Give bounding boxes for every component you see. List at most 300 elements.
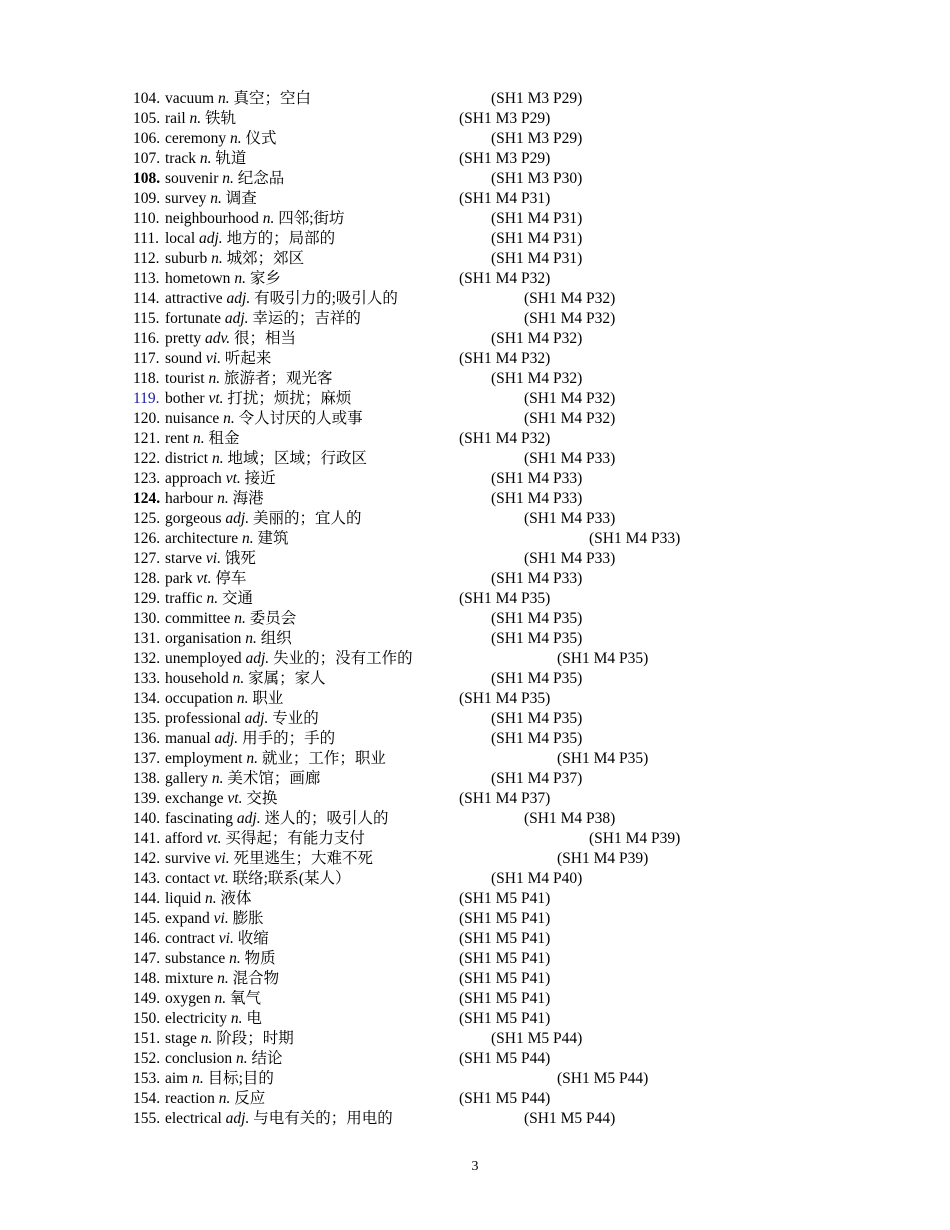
entry-word: rail [165,110,186,127]
entry-meaning: 家属；家人 [248,670,326,687]
entry-meaning: 失业的；没有工作的 [273,650,413,667]
vocab-entry [0,589,950,609]
entry-text [165,1109,393,1129]
textbook-reference: (SH1 M5 P41) [459,910,551,927]
entry-word: ceremony [165,130,227,147]
textbook-reference: (SH1 M5 P44) [459,1050,551,1067]
textbook-reference: (SH1 M4 P32) [491,330,583,347]
textbook-reference: (SH1 M5 P44) [524,1110,616,1127]
entry-meaning: 交通 [221,590,253,607]
textbook-reference: (SH1 M4 P35) [491,610,583,627]
entry-text [165,1009,262,1029]
textbook-reference: (SH1 M5 P41) [459,950,551,967]
part-of-speech: vi. [218,930,234,947]
entry-meaning: 专业的 [272,710,319,727]
vocab-entry [0,249,950,269]
entry-word: vacuum [165,90,215,107]
entry-word: approach [165,470,222,487]
entry-word: oxygen [165,990,211,1007]
entry-word: employment [165,750,243,767]
entry-meaning: 收缩 [237,930,269,947]
entry-number: 132. [133,650,161,667]
entry-word: expand [165,910,210,927]
part-of-speech: adj. [244,710,269,727]
entry-word: traffic [165,590,203,607]
entry-meaning: 阶段；时期 [216,1030,294,1047]
entry-number: 138. [133,770,161,787]
entry-number: 108. [133,170,161,187]
vocab-entry [0,969,950,989]
textbook-reference: (SH1 M4 P31) [491,230,583,247]
entry-word: tourist [165,370,205,387]
entry-number: 123. [133,470,161,487]
entry-number: 116. [133,330,160,347]
entry-word: neighbourhood [165,210,259,227]
entry-text [165,969,279,989]
part-of-speech: n. [206,590,219,607]
part-of-speech: n. [222,170,234,187]
entry-meaning: 物质 [244,950,276,967]
vocab-entry [0,949,950,969]
entry-number: 118. [133,370,160,387]
vocab-entry [0,1029,950,1049]
textbook-reference: (SH1 M3 P29) [459,150,551,167]
part-of-speech: vt. [225,470,241,487]
vocab-entry [0,509,950,529]
entry-meaning: 调查 [225,190,257,207]
entry-number: 106. [133,130,161,147]
entry-meaning: 职业 [252,690,284,707]
vocab-entry [0,689,950,709]
textbook-reference: (SH1 M3 P29) [491,90,583,107]
textbook-reference: (SH1 M4 P35) [491,630,583,647]
entry-word: contract [165,930,215,947]
textbook-reference: (SH1 M4 P32) [459,350,551,367]
entry-meaning: 目标;目的 [207,1070,274,1087]
entry-word: rent [165,430,190,447]
entry-meaning: 听起来 [224,350,272,367]
entry-text [165,169,284,189]
entry-word: harbour [165,490,214,507]
entry-number: 142. [133,850,161,867]
entry-number: 111. [133,230,159,247]
textbook-reference: (SH1 M4 P33) [491,470,583,487]
vocab-entry [0,469,950,489]
entry-meaning: 饿死 [224,550,256,567]
textbook-reference: (SH1 M4 P33) [491,570,583,587]
entry-word: fascinating [165,810,234,827]
textbook-reference: (SH1 M5 P41) [459,990,551,1007]
entry-text [165,649,413,669]
entry-meaning: 膨胀 [232,910,264,927]
entry-number: 105. [133,110,161,127]
entry-text [165,889,252,909]
textbook-reference: (SH1 M5 P41) [459,970,551,987]
entry-text [165,449,367,469]
entry-text [165,269,281,289]
entry-word: substance [165,950,226,967]
entry-text [165,89,311,109]
entry-word: district [165,450,209,467]
entry-number: 104. [133,90,161,107]
vocab-entry [0,729,950,749]
vocab-entry [0,129,950,149]
entry-word: local [165,230,196,247]
entry-number: 120. [133,410,161,427]
entry-text [165,1089,265,1109]
entry-word: reaction [165,1090,215,1107]
entry-meaning: 仪式 [245,130,277,147]
textbook-reference: (SH1 M4 P31) [491,250,583,267]
vocab-entry [0,909,950,929]
entry-word: committee [165,610,231,627]
entry-text [165,329,296,349]
entry-meaning: 死里逃生；大难不死 [233,850,373,867]
entry-text [165,209,345,229]
entry-number: 150. [133,1010,161,1027]
vocab-entry [0,569,950,589]
vocab-entry [0,529,950,549]
entry-word: park [165,570,193,587]
part-of-speech: adj. [214,730,239,747]
part-of-speech: vt. [208,390,224,407]
entry-text [165,149,246,169]
entry-number: 119. [133,390,160,407]
entry-text [165,869,351,889]
entry-text [165,109,236,129]
part-of-speech: n. [211,250,223,267]
entry-number: 149. [133,990,161,1007]
entry-word: pretty [165,330,202,347]
part-of-speech: vt. [213,870,229,887]
part-of-speech: n. [208,370,221,387]
entry-text [165,949,276,969]
entry-word: electrical [165,1110,222,1127]
part-of-speech: n. [262,210,275,227]
entry-meaning: 旅游者；观光客 [224,370,333,387]
entry-text [165,809,388,829]
entry-meaning: 四邻;街坊 [278,210,345,227]
textbook-reference: (SH1 M5 P44) [557,1070,649,1087]
part-of-speech: adj. [224,310,249,327]
entry-number: 136. [133,730,161,747]
entry-word: manual [165,730,211,747]
part-of-speech: n. [242,530,254,547]
part-of-speech: n. [229,130,242,147]
entry-word: gallery [165,770,209,787]
entry-number: 146. [133,930,161,947]
entry-word: contact [165,870,210,887]
entry-number: 121. [133,430,161,447]
entry-text [165,529,289,549]
part-of-speech: adj. [226,290,251,307]
entry-meaning: 接近 [244,470,276,487]
vocab-entry [0,209,950,229]
textbook-reference: (SH1 M4 P32) [459,270,551,287]
textbook-reference: (SH1 M4 P33) [524,510,616,527]
textbook-reference: (SH1 M4 P31) [459,190,551,207]
part-of-speech: n. [214,990,227,1007]
entry-number: 117. [133,350,160,367]
textbook-reference: (SH1 M3 P30) [491,170,583,187]
entry-text [165,769,320,789]
entry-meaning: 氧气 [230,990,262,1007]
entry-number: 109. [133,190,161,207]
part-of-speech: adj. [225,1110,250,1127]
textbook-reference: (SH1 M4 P32) [459,430,551,447]
part-of-speech: n. [210,190,222,207]
textbook-reference: (SH1 M4 P37) [491,770,583,787]
entry-number: 143. [133,870,161,887]
vocab-entry [0,489,950,509]
entry-number: 141. [133,830,161,847]
vocab-entry [0,89,950,109]
vocab-entry [0,789,950,809]
entry-text [165,1029,294,1049]
entry-text [165,929,269,949]
entry-number: 113. [133,270,160,287]
part-of-speech: adj. [236,810,261,827]
entry-word: survive [165,850,211,867]
entry-word: organisation [165,630,242,647]
entry-meaning: 纪念品 [237,170,285,187]
textbook-reference: (SH1 M4 P32) [524,290,616,307]
entry-text [165,429,240,449]
entry-text [165,849,373,869]
entry-word: stage [165,1030,197,1047]
entry-text [165,569,246,589]
vocab-entry [0,629,950,649]
entry-meaning: 电 [246,1010,262,1027]
part-of-speech: n. [192,1070,204,1087]
entry-text [165,609,296,629]
entry-number: 107. [133,150,161,167]
entry-number: 131. [133,630,161,647]
textbook-reference: (SH1 M4 P35) [491,670,583,687]
part-of-speech: n. [200,1030,213,1047]
textbook-reference: (SH1 M4 P40) [491,870,583,887]
vocab-entry [0,669,950,689]
textbook-reference: (SH1 M4 P32) [524,390,616,407]
vocab-entry [0,649,950,669]
part-of-speech: adv. [205,330,231,347]
entry-word: household [165,670,229,687]
vocab-entry [0,749,950,769]
entry-word: hometown [165,270,231,287]
part-of-speech: vi. [213,910,229,927]
textbook-reference: (SH1 M4 P33) [589,530,681,547]
entry-text [165,749,386,769]
vocab-entry [0,429,950,449]
entry-number: 147. [133,950,161,967]
part-of-speech: adj. [245,650,270,667]
entry-number: 110. [133,210,160,227]
entry-number: 155. [133,1110,161,1127]
entry-number: 140. [133,810,161,827]
entry-word: gorgeous [165,510,222,527]
entry-number: 129. [133,590,161,607]
entry-number: 127. [133,550,161,567]
entry-text [165,729,335,749]
entry-number: 130. [133,610,161,627]
entry-meaning: 租金 [208,430,240,447]
vocab-entry [0,769,950,789]
entry-word: sound [165,350,203,367]
textbook-reference: (SH1 M4 P31) [491,210,583,227]
textbook-reference: (SH1 M4 P35) [459,590,551,607]
part-of-speech: n. [217,970,229,987]
part-of-speech: n. [217,90,230,107]
textbook-reference: (SH1 M4 P33) [524,550,616,567]
part-of-speech: n. [234,610,246,627]
entry-meaning: 铁轨 [205,110,237,127]
entry-text [165,489,264,509]
entry-meaning: 反应 [234,1090,266,1107]
entry-number: 139. [133,790,161,807]
vocab-entry [0,289,950,309]
entry-text [165,229,335,249]
entry-text [165,389,351,409]
part-of-speech: n. [230,1010,243,1027]
vocab-entry [0,409,950,429]
entry-word: conclusion [165,1050,233,1067]
entry-text [165,549,256,569]
entry-word: bother [165,390,205,407]
entry-text [165,669,326,689]
textbook-reference: (SH1 M4 P39) [589,830,681,847]
part-of-speech: n. [192,430,205,447]
vocab-entry [0,149,950,169]
vocab-entry [0,389,950,409]
entry-meaning: 混合物 [232,970,280,987]
vocab-entry [0,449,950,469]
entry-number: 124. [133,490,161,507]
entry-text [165,369,333,389]
textbook-reference: (SH1 M4 P32) [524,310,616,327]
vocab-entry [0,1069,950,1089]
entry-word: starve [165,550,203,567]
entry-text [165,1049,283,1069]
entry-word: unemployed [165,650,242,667]
textbook-reference: (SH1 M5 P41) [459,890,551,907]
entry-meaning: 液体 [220,890,252,907]
entry-text [165,349,271,369]
entry-meaning: 打扰；烦扰；麻烦 [227,390,352,407]
entry-meaning: 就业；工作；职业 [261,750,386,767]
textbook-reference: (SH1 M5 P44) [491,1030,583,1047]
entry-meaning: 交换 [246,790,278,807]
part-of-speech: n. [246,750,258,767]
entry-text [165,409,363,429]
entry-meaning: 建筑 [257,530,289,547]
vocab-entry [0,989,950,1009]
entry-number: 151. [133,1030,161,1047]
entry-number: 145. [133,910,161,927]
entry-meaning: 地域；区域；行政区 [227,450,367,467]
vocab-entry [0,1109,950,1129]
entry-word: exchange [165,790,224,807]
textbook-reference: (SH1 M4 P32) [491,370,583,387]
vocab-entry [0,869,950,889]
vocab-entry [0,189,950,209]
entry-number: 133. [133,670,161,687]
entry-number: 153. [133,1070,161,1087]
entry-number: 135. [133,710,161,727]
entry-word: architecture [165,530,239,547]
entry-meaning: 美术馆；画廊 [227,770,321,787]
vocab-entry [0,549,950,569]
textbook-reference: (SH1 M4 P38) [524,810,616,827]
entry-text [165,989,261,1009]
vocab-entry [0,889,950,909]
part-of-speech: n. [236,1050,248,1067]
entry-text [165,629,292,649]
part-of-speech: n. [245,630,257,647]
textbook-reference: (SH1 M4 P39) [557,850,649,867]
entry-word: afford [165,830,203,847]
vocab-entry [0,849,950,869]
textbook-reference: (SH1 M4 P37) [459,790,551,807]
entry-word: souvenir [165,170,219,187]
entry-number: 114. [133,290,160,307]
vocab-entry [0,269,950,289]
textbook-reference: (SH1 M4 P32) [524,410,616,427]
entry-word: professional [165,710,241,727]
textbook-reference: (SH1 M4 P35) [557,750,649,767]
part-of-speech: n. [229,950,241,967]
vocab-entry [0,349,950,369]
entry-meaning: 海港 [232,490,264,507]
entry-text [165,289,398,309]
entry-meaning: 委员会 [249,610,297,627]
part-of-speech: n. [234,270,246,287]
entry-text [165,189,257,209]
textbook-reference: (SH1 M5 P41) [459,1010,551,1027]
entry-meaning: 真空；空白 [233,90,311,107]
vocab-entry [0,1049,950,1069]
entry-number: 125. [133,510,161,527]
vocab-entry [0,809,950,829]
entry-meaning: 令人讨厌的人或事 [238,410,363,427]
entry-text [165,909,264,929]
entry-meaning: 很；相当 [234,330,297,347]
entry-number: 137. [133,750,161,767]
textbook-reference: (SH1 M3 P29) [491,130,583,147]
entry-text [165,709,319,729]
part-of-speech: n. [189,110,202,127]
textbook-reference: (SH1 M4 P33) [491,490,583,507]
vocab-entry [0,229,950,249]
part-of-speech: n. [232,670,245,687]
part-of-speech: n. [211,770,224,787]
part-of-speech: vt. [196,570,212,587]
part-of-speech: vi. [214,850,230,867]
textbook-reference: (SH1 M5 P41) [459,930,551,947]
part-of-speech: vt. [227,790,243,807]
entry-number: 152. [133,1050,161,1067]
entry-text [165,829,365,849]
vocab-entry [0,609,950,629]
part-of-speech: n. [217,490,229,507]
part-of-speech: n. [223,410,235,427]
textbook-reference: (SH1 M4 P35) [459,690,551,707]
entry-meaning: 有吸引力的;吸引人的 [254,290,398,307]
entry-word: liquid [165,890,202,907]
vocab-entry [0,1089,950,1109]
vocab-entry [0,369,950,389]
entry-meaning: 轨道 [215,150,247,167]
textbook-reference: (SH1 M4 P35) [491,710,583,727]
